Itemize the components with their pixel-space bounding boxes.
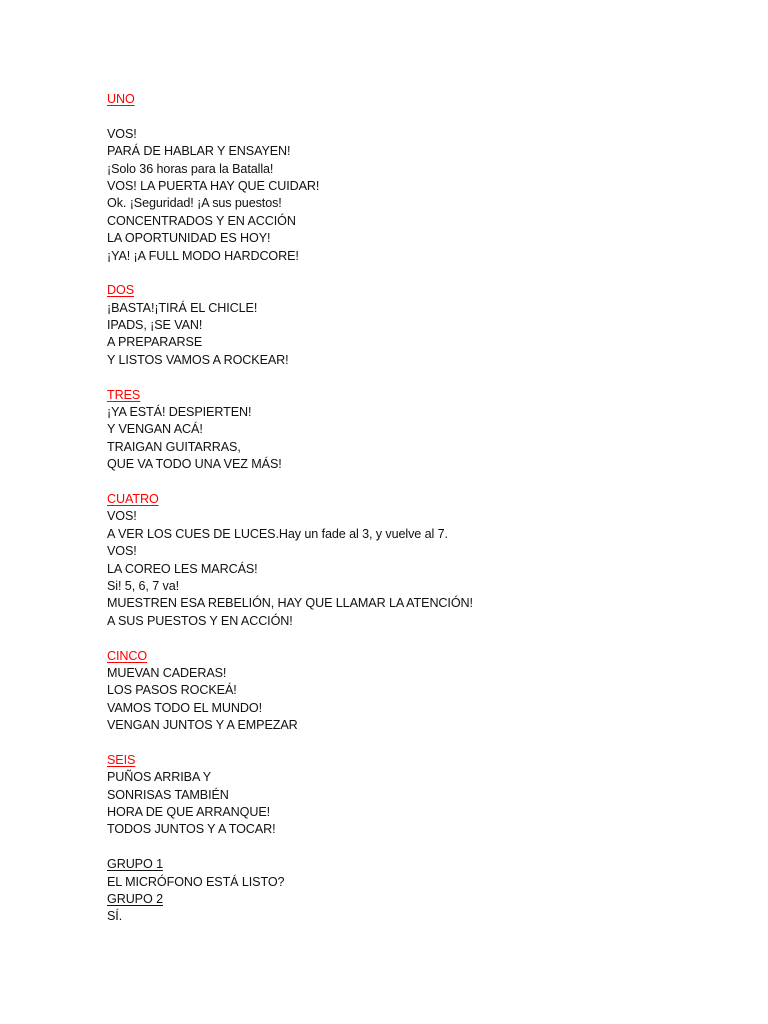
lyric-line: ¡BASTA!¡TIRÁ EL CHICLE! (107, 300, 258, 315)
lyric-line: CONCENTRADOS Y EN ACCIÓN (107, 213, 296, 228)
lyric-line: ¡Solo 36 horas para la Batalla! (107, 161, 274, 176)
lyric-line: Ok. ¡Seguridad! ¡A sus puestos! (107, 196, 282, 211)
section-heading: SEIS (107, 752, 136, 767)
section-heading: CUATRO (107, 491, 159, 506)
lyric-line: ¡YA ESTÁ! DESPIERTEN! (107, 405, 252, 420)
lyric-line: MUEVAN CADERAS! (107, 665, 227, 680)
dialogue-line: SÍ. (107, 909, 123, 924)
dialogue-section (107, 856, 727, 926)
lyric-line: SONRISAS TAMBIÉN (107, 787, 229, 802)
speaker-label: GRUPO 1 (107, 857, 163, 872)
lyric-line: VOS! (107, 509, 137, 524)
lyric-line: LA COREO LES MARCÁS! (107, 561, 258, 576)
section-heading: CINCO (107, 648, 148, 663)
section-seis (107, 752, 727, 839)
dialogue-line: EL MICRÓFONO ESTÁ LISTO? (107, 874, 285, 889)
section-cuatro (107, 491, 727, 630)
lyric-line: ¡YA! ¡A FULL MODO HARDCORE! (107, 248, 299, 263)
lyric-line: QUE VA TODO UNA VEZ MÁS! (107, 457, 282, 472)
section-heading: UNO (107, 92, 135, 106)
lyric-line: VOS! (107, 544, 137, 559)
lyric-line: Y VENGAN ACÁ! (107, 422, 203, 437)
lyric-line: A VER LOS CUES DE LUCES.Hay un fade al 3, y vuelve al 7. (107, 526, 448, 541)
lyric-line: LOS PASOS ROCKEÁ! (107, 683, 237, 698)
lyric-line: A SUS PUESTOS Y EN ACCIÓN! (107, 613, 293, 628)
section-dos (107, 282, 727, 369)
lyric-line: PUÑOS ARRIBA Y (107, 770, 212, 785)
section-tres (107, 387, 727, 474)
speaker-label: GRUPO 2 (107, 891, 163, 906)
section-uno (107, 91, 727, 265)
lyric-line: LA OPORTUNIDAD ES HOY! (107, 231, 271, 246)
lyric-line: VAMOS TODO EL MUNDO! (107, 700, 262, 715)
lyric-line: PARÁ DE HABLAR Y ENSAYEN! (107, 144, 291, 159)
lyric-line: TRAIGAN GUITARRAS, (107, 439, 241, 454)
lyric-line: MUESTREN ESA REBELIÓN, HAY QUE LLAMAR LA ATENCIÓN! (107, 596, 473, 611)
lyric-line: TODOS JUNTOS Y A TOCAR! (107, 822, 276, 837)
lyric-line: Si! 5, 6, 7 va! (107, 578, 180, 593)
section-heading: DOS (107, 283, 134, 298)
blank-line (107, 108, 727, 125)
section-heading: TRES (107, 387, 141, 402)
lyric-line: IPADS, ¡SE VAN! (107, 318, 203, 333)
lyric-line: VOS! (107, 126, 137, 141)
lyric-line: A PREPARARSE (107, 335, 203, 350)
lyric-line: HORA DE QUE ARRANQUE! (107, 805, 271, 820)
lyric-line: VOS! LA PUERTA HAY QUE CUIDAR! (107, 178, 320, 193)
lyrics-document (107, 91, 727, 943)
section-cinco (107, 648, 727, 735)
lyric-line: Y LISTOS VAMOS A ROCKEAR! (107, 352, 289, 367)
lyric-line: VENGAN JUNTOS Y A EMPEZAR (107, 718, 298, 733)
